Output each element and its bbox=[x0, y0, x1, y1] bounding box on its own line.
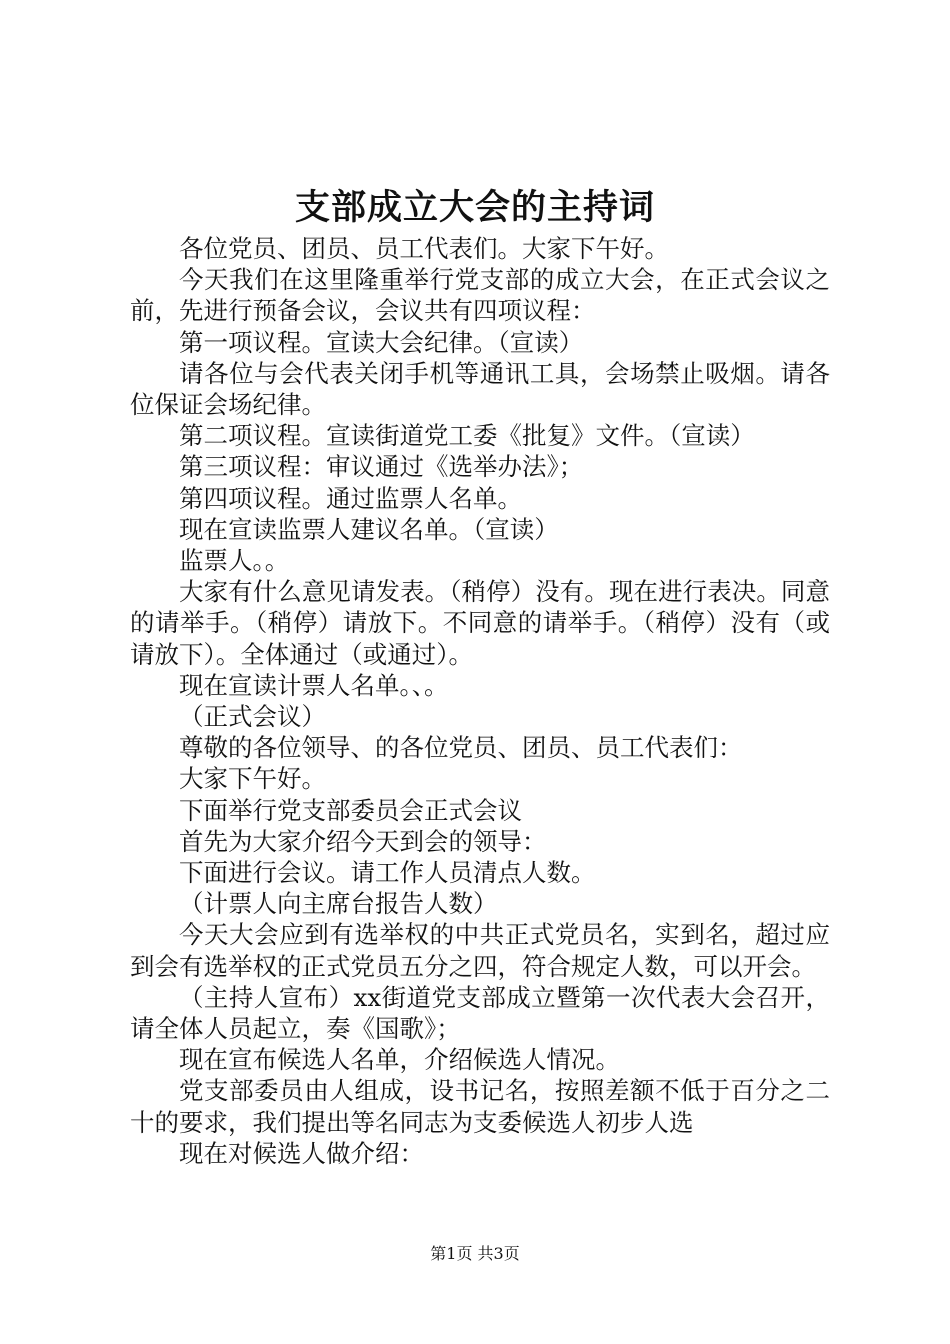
paragraph: 第三项议程：审议通过《选举办法》； bbox=[179, 452, 584, 482]
paragraph: 第一项议程。宣读大会纪律。（宣读） bbox=[179, 327, 584, 357]
paragraph: 下面举行党支部委员会正式会议 bbox=[179, 795, 522, 825]
paragraph: 请各位与会代表关闭手机等通讯工具，会场禁止吸烟。请各位保证会场纪律。 bbox=[130, 358, 830, 420]
paragraph: 大家下午好。 bbox=[179, 764, 326, 794]
paragraph: 现在宣读计票人名单。、。 bbox=[179, 670, 449, 700]
paragraph: 今天我们在这里隆重举行党支部的成立大会，在正式会议之前，先进行预备会议，会议共有四项议程： bbox=[130, 265, 830, 326]
paragraph: 现在宣布候选人名单，介绍候选人情况。 bbox=[179, 1045, 620, 1075]
paragraph: （正式会议） bbox=[179, 702, 326, 732]
document-title: 支部成立大会的主持词 bbox=[294, 187, 655, 228]
paragraph: 第二项议程。宣读街道党工委《批复》文件。（宣读） bbox=[179, 421, 755, 451]
paragraph: 监票人。。 bbox=[179, 546, 290, 576]
paragraph: （主持人宣布）xx街道党支部成立暨第一次代表大会召开，请全体人员起立，奏《国歌》； bbox=[130, 982, 830, 1044]
paragraph: 今天大会应到有选举权的中共正式党员名，实到名，超过应到会有选举权的正式党员五分之四，符合规定人数，可以开会。 bbox=[130, 920, 830, 981]
paragraph: 党支部委员由人组成，设书记名，按照差额不低于百分之二十的要求，我们提出等名同志为支委候选人初步人选 bbox=[130, 1076, 830, 1137]
paragraph: （计票人向主席台报告人数） bbox=[179, 889, 498, 919]
paragraph: 第四项议程。通过监票人名单。 bbox=[179, 483, 522, 513]
paragraph: 现在宣读监票人建议名单。（宣读） bbox=[179, 514, 559, 544]
paragraph: 下面进行会议。请工作人员清点人数。 bbox=[179, 858, 596, 888]
paragraph: 各位党员、团员、员工代表们。大家下午好。 bbox=[179, 234, 669, 263]
page-number-footer: 第1页 共3页 bbox=[430, 1244, 520, 1263]
document-body bbox=[130, 233, 830, 1169]
paragraph: 现在对候选人做介绍： bbox=[179, 1138, 424, 1168]
paragraph: 大家有什么意见请发表。（稍停）没有。现在进行表决。同意的请举手。（稍停）请放下。不同意的请举手。（稍停）没有（或请放下）。全体通过（或通过）。 bbox=[130, 577, 830, 669]
paragraph: 首先为大家介绍今天到会的领导： bbox=[179, 826, 547, 856]
paragraph: 尊敬的各位领导、的各位党员、团员、员工代表们： bbox=[179, 733, 743, 763]
